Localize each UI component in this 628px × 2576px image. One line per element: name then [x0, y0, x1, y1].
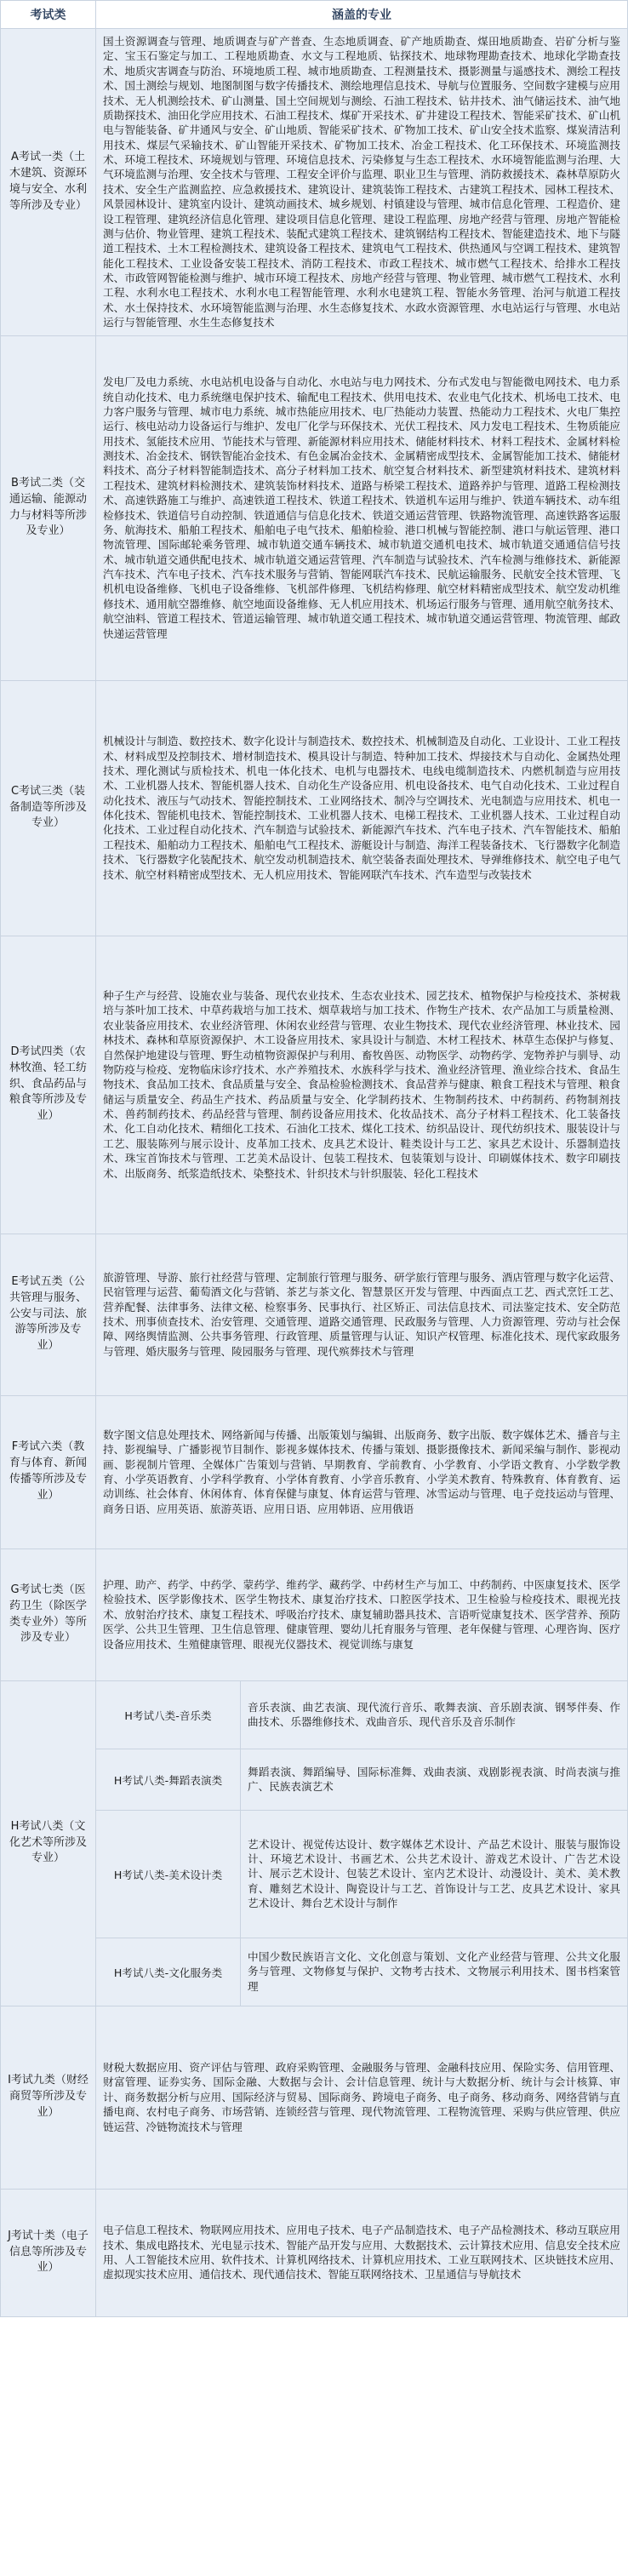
majors-cell: 国土资源调查与管理、地质调查与矿产普查、生态地质调查、矿产地质勘查、煤田地质勘查、岩矿分析与鉴定、宝玉石鉴定与加工、工程地质勘查、水文与工程地质、钻探技术、地球物理勘查技术、地球化学勘查技术、地质灾害调查与防治、环境地质工程、城市地质勘查、工程测量技术、摄影测量与遥感技术、测绘工程技术、国土测绘与规划、地图制图与数字传播技术、测绘地理信息技术、导航与位置服务、空间数字建模与应用技术、无人机测绘技术、矿山测量、国土空间规划与测绘、石油工程技术、钻井技术、油气储运技术、油气地质勘探技术、油田化学应用技术、石油工程技术、煤矿开采技术、矿井建设工程技术、智能采矿技术、矿山机电与智能装备、矿井通风与安全、矿山地质、智能采矿技术、矿物加工技术、矿山安全技术监察、煤炭清洁利用技术、煤层气采输技术、矿山智能开采技术、矿物加工技术、冶金工程技术、化工环保技术、环境监测技术、环境工程技术、环境规划与管理、环境信息技术、污染修复与生态工程技术、水环境智能监测与治理、大气环境监测与治理、安全技术与管理、工程安全评价与监理、职业卫生与管理、消防救援技术、森林草原防火技术、安全生产监测监控、应急救援技术、建筑设计、建筑装饰工程技术、古建筑工程技术、园林工程技术、风景园林设计、建筑室内设计、建筑动画技术、城乡规划、村镇建设与管理、城市信息化管理、工程造价、建设工程管理、建筑经济信息化管理、建设项目信息化管理、建设工程监理、房地产经营与管理、房地产智能检测与估价、物业管理、建筑工程技术、装配式建筑工程技术、建筑钢结构工程技术、智能建造技术、地下与隧道工程技术、土木工程检测技术、建筑设备工程技术、建筑电气工程技术、供热通风与空调工程技术、建筑智能化工程技术、工业设备安装工程技术、消防工程技术、市政工程技术、城市燃气工程技术、给排水工程技术、市政管网智能检测与维护、城市环境工程技术、房地产经营与管理、物业管理、城市燃气工程技术、水利工程、水利水电工程技术、水利水电工程智能管理、水利水电建筑工程、智能水务管理、治河与航道工程技术、水土保持技术、水环境智能监测与治理、水生态修复技术、水政水资源管理、水电站运行与管理、水电站运行与智能管理、水生生态修复技术: [96, 29, 628, 336]
table-header-row: [1, 1, 628, 29]
majors-cell: 护理、助产、药学、中药学、蒙药学、维药学、藏药学、中药材生产与加工、中药制药、中医康复技术、医学检验技术、医学影像技术、医学生物技术、康复治疗技术、口腔医学技术、卫生检验与检疫技术、眼视光技术、放射治疗技术、康复工程技术、呼吸治疗技术、康复辅助器具技术、言语听觉康复技术、医学营养、预防医学、公共卫生管理、卫生信息管理、健康管理、婴幼儿托育服务与管理、老年保健与管理、心理咨询、医疗设备应用技术、生殖健康管理、眼视光仪器技术、视觉训练与康复: [96, 1548, 628, 1680]
category-cell: F考试六类（教育与体育、新闻传播等所涉及专业）: [1, 1395, 96, 1548]
majors-cell: 中国少数民族语言文化、文化创意与策划、文化产业经营与管理、公共文化服务与管理、文物修复与保护、文物考古技术、文物展示利用技术、图书档案管理: [241, 1938, 628, 2006]
majors-cell: 数字图文信息处理技术、网络新闻与传播、出版策划与编辑、出版商务、数字出版、数字媒体艺术、播音与主持、影视编导、广播影视节目制作、影视多媒体技术、传播与策划、摄影摄像技术、新闻采编与制作、影视动画、影视制片管理、全媒体广告策划与营销、早期教育、学前教育、小学教育、小学语文教育、小学数学教育、小学英语教育、小学科学教育、小学体育教育、小学音乐教育、小学美术教育、特殊教育、体育教育、运动训练、社会体育、休闲体育、体育保健与康复、体育运营与管理、冰雪运动与管理、电子竞技运动与管理、商务日语、应用英语、旅游英语、应用日语、应用韩语、应用俄语: [96, 1395, 628, 1548]
table-row: [1, 2189, 628, 2316]
category-cell: J考试十类（电子信息等所涉及专业）: [1, 2189, 96, 2316]
table-row: [1, 2006, 628, 2189]
header-majors: 涵盖的专业: [96, 1, 628, 29]
majors-cell: 电子信息工程技术、物联网应用技术、应用电子技术、电子产品制造技术、电子产品检测技术、移动互联应用技术、集成电路技术、光电显示技术、智能产品开发与应用、大数据技术、云计算技术应用、信息安全技术应用、人工智能技术应用、软件技术、计算机网络技术、计算机应用技术、工业互联网技术、区块链技术应用、虚拟现实技术应用、通信技术、现代通信技术、智能互联网络技术、卫星通信与导航技术: [96, 2189, 628, 2316]
table-row: [1, 1395, 628, 1548]
majors-cell: 音乐表演、曲艺表演、现代流行音乐、歌舞表演、音乐剧表演、钢琴伴奏、作曲技术、乐器维修技术、戏曲音乐、现代音乐及音乐制作: [241, 1680, 628, 1749]
category-cell: E考试五类（公共管理与服务、公安与司法、旅游等所涉及专业）: [1, 1234, 96, 1395]
table-row: [1, 936, 628, 1234]
subcategory-cell: H考试八类-音乐类: [96, 1680, 241, 1749]
table-row: [1, 680, 628, 936]
category-cell: B考试二类（交通运输、能源动力与材料等所涉及专业）: [1, 335, 96, 680]
category-cell: C考试三类（装备制造等所涉及专业）: [1, 680, 96, 936]
majors-cell: 财税大数据应用、资产评估与管理、政府采购管理、金融服务与管理、金融科技应用、保险实务、信用管理、财富管理、证券实务、国际金融、大数据与会计、会计信息管理、统计与大数据分析、统计与会计核算、审计、商务数据分析与应用、国际经济与贸易、国际商务、跨境电子商务、电子商务、移动商务、网络营销与直播电商、农村电子商务、市场营销、连锁经营与管理、现代物流管理、工程物流管理、采购与供应管理、供应链运营、冷链物流技术与管理: [96, 2006, 628, 2189]
table-row: [1, 1548, 628, 1680]
majors-cell: 舞蹈表演、舞蹈编导、国际标准舞、戏曲表演、戏剧影视表演、时尚表演与推广、民族表演艺术: [241, 1749, 628, 1810]
majors-cell: 旅游管理、导游、旅行社经营与管理、定制旅行管理与服务、研学旅行管理与服务、酒店管理与数字化运营、民宿管理与运营、葡萄酒文化与营销、茶艺与茶文化、智慧景区开发与管理、中西面点工艺、西式烹饪工艺、营养配餐、法律事务、法律文秘、检察事务、民事执行、社区矫正、司法信息技术、司法鉴定技术、安全防范技术、刑事侦查技术、治安管理、交通管理、道路交通管理、民政服务与管理、人力资源管理、劳动与社会保障、网络舆情监测、公共事务管理、行政管理、质量管理与认证、知识产权管理、标准化技术、现代家政服务与管理、婚庆服务与管理、陵园服务与管理、现代殡葬技术与管理: [96, 1234, 628, 1395]
majors-cell: 机械设计与制造、数控技术、数字化设计与制造技术、数控技术、机械制造及自动化、工业设计、工业工程技术、材料成型及控制技术、增材制造技术、模具设计与制造、特种加工技术、焊接技术与自动化、金属热处理技术、理化测试与质检技术、机电一体化技术、电机与电器技术、电线电缆制造技术、内燃机制造与应用技术、工业机器人技术、智能机器人技术、自动化生产设备应用、机电设备技术、电气自动化技术、工业过程自动化技术、液压与气动技术、智能控制技术、工业网络技术、制冷与空调技术、光电制造与应用技术、机电一体化技术、智能机电技术、智能控制技术、工业机器人技术、电梯工程技术、工业机器人技术、工业过程自动化技术、工业过程自动化技术、汽车制造与试验技术、新能源汽车技术、汽车电子技术、汽车智能技术、船舶工程技术、船舶动力工程技术、船舶电气工程技术、游艇设计与制造、海洋工程装备技术、飞行器数字化制造技术、飞行器数字化装配技术、航空发动机制造技术、航空装备表面处理技术、导弹维修技术、航空电子电气技术、航空材料精密成型技术、无人机应用技术、智能网联汽车技术、汽车造型与改装技术: [96, 680, 628, 936]
category-cell: A考试一类（土木建筑、资源环境与安全、水利等所涉及专业）: [1, 29, 96, 336]
subcategory-cell: H考试八类-文化服务类: [96, 1938, 241, 2006]
majors-cell: 艺术设计、视觉传达设计、数字媒体艺术设计、产品艺术设计、服装与服饰设计、环境艺术设计、书画艺术、公共艺术设计、游戏艺术设计、广告艺术设计、展示艺术设计、包装艺术设计、室内艺术设计、动漫设计、美术、美术教育、雕刻艺术设计、陶瓷设计与工艺、首饰设计与工艺、皮具艺术设计、家具艺术设计、舞台艺术设计与制作: [241, 1810, 628, 1938]
header-exam-category: 考试类: [1, 1, 96, 29]
subcategory-cell: H考试八类-美术设计类: [96, 1810, 241, 1938]
table-row: [1, 335, 628, 680]
table-row: [1, 29, 628, 336]
majors-cell: 发电厂及电力系统、水电站机电设备与自动化、水电站与电力网技术、分布式发电与智能微电网技术、电力系统自动化技术、电力系统继电保护技术、输配电工程技术、供用电技术、农业电气化技术、机场电工技术、电力客户服务与管理、城市电力系统、城市热能应用技术、电厂热能动力装置、热能动力工程技术、火电厂集控运行、核电站动力设备运行与维护、发电厂化学与环保技术、光伏工程技术、风力发电工程技术、生物质能应用技术、氢能技术应用、节能技术与管理、新能源材料应用技术、储能材料技术、材料工程技术、金属材料检测技术、冶金技术、钢铁智能冶金技术、有色金属冶金技术、金属精密成型技术、金属智能加工技术、储能材料技术、高分子材料智能制造技术、高分子材料加工技术、航空复合材料技术、新型建筑材料技术、建筑材料工程技术、建筑材料检测技术、建筑装饰材料技术、道路与桥梁工程技术、道路养护与管理、道路工程检测技术、高速铁路施工与维护、高速铁道工程技术、铁道工程技术、铁道机车运用与维护、铁道车辆技术、动车组检修技术、铁道信号自动控制、铁道通信与信息化技术、铁道交通运营管理、铁路物流管理、高速铁路客运服务、航海技术、船舶工程技术、船舶电子电气技术、船舶检验、港口机械与智能控制、港口与航运管理、港口物流管理、国际邮轮乘务管理、城市轨道交通车辆技术、城市轨道交通机电技术、城市轨道交通通信信号技术、城市轨道交通供配电技术、城市轨道交通运营管理、汽车制造与试验技术、汽车检测与维修技术、新能源汽车技术、汽车电子技术、汽车技术服务与营销、智能网联汽车技术、民航运输服务、民航安全技术管理、飞机机电设备维修、飞机电子设备维修、飞机部件修理、飞机结构修理、航空材料精密成型技术、航空发动机维修技术、通用航空器维修、航空地面设备维修、无人机应用技术、机场运行服务与管理、通用航空航务技术、航空油料、管道工程技术、管道运输管理、城市轨道交通工程技术、城市轨道交通运营管理、物流管理、邮政快递运营管理: [96, 335, 628, 680]
subcategory-cell: H考试八类-舞蹈表演类: [96, 1749, 241, 1810]
category-cell: H考试八类（文化艺术等所涉及专业）: [1, 1680, 96, 2006]
table-row: [1, 1680, 628, 1749]
category-cell: I考试九类（财经商贸等所涉及专业）: [1, 2006, 96, 2189]
category-cell: G考试七类（医药卫生（除医学类专业外）等所涉及专业）: [1, 1548, 96, 1680]
majors-cell: 种子生产与经营、设施农业与装备、现代农业技术、生态农业技术、园艺技术、植物保护与检疫技术、茶树栽培与茶叶加工技术、中草药栽培与加工技术、烟草栽培与加工技术、作物生产技术、农产品加工与质量检测、农业装备应用技术、农业经济管理、休闲农业经营与管理、农业生物技术、现代农业经济管理、林业技术、园林技术、森林和草原资源保护、木工设备应用技术、家具设计与制造、木材工程技术、林草生态保护与修复、自然保护地建设与管理、野生动植物资源保护与利用、畜牧兽医、动物医学、动物药学、宠物养护与驯导、动物防疫与检疫、宠物临床诊疗技术、水产养殖技术、水族科学与技术、渔业经济管理、渔业综合技术、食品生物技术、食品加工技术、食品质量与安全、食品检验检测技术、食品营养与健康、粮食工程技术与管理、粮食储运与质量安全、药品生产技术、药品质量与安全、化学制药技术、生物制药技术、中药制药、药物制剂技术、兽药制药技术、药品经营与管理、制药设备应用技术、化妆品技术、高分子材料工程技术、化工装备技术、化工自动化技术、精细化工技术、石油化工技术、煤化工技术、纺织品设计、现代纺织技术、服装设计与工艺、服装陈列与展示设计、皮革加工技术、皮具艺术设计、鞋类设计与工艺、家具艺术设计、乐器制造技术、珠宝首饰技术与管理、工艺美术品设计、包装工程技术、包装策划与设计、印刷媒体技术、数字印刷技术、出版商务、纸浆造纸技术、染整技术、针织技术与针织服装、轻化工程技术: [96, 936, 628, 1234]
category-cell: D考试四类（农林牧渔、轻工纺织、食品药品与粮食等所涉及专业）: [1, 936, 96, 1234]
table-row: [1, 1234, 628, 1395]
